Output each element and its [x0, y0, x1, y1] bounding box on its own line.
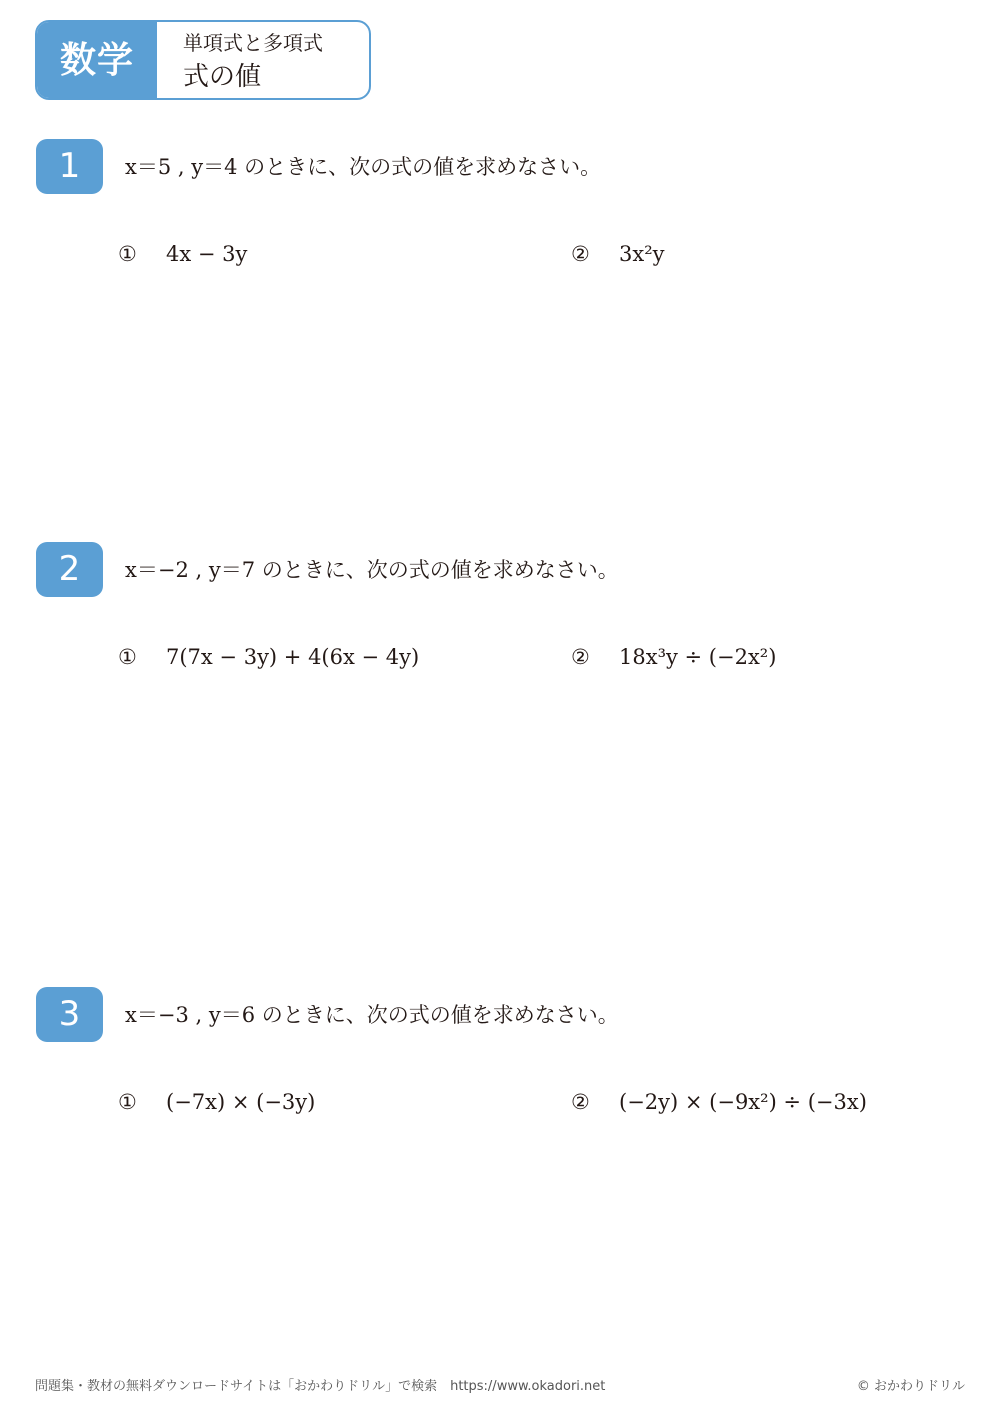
question-number-3: 3 [36, 987, 103, 1042]
question-number-1: 1 [36, 139, 103, 194]
problem-expression: 3x²y [619, 242, 665, 266]
footer-site-notice: 問題集・教材の無料ダウンロードサイトは「おかわりドリル」で検索 https://www.okadori.net [35, 1379, 606, 1394]
problem-expression: 4x − 3y [166, 242, 248, 266]
problem-1-2 [571, 240, 665, 268]
problem-mark: ① [118, 645, 137, 669]
page-title: 式の値 [183, 62, 262, 92]
question-prompt-3: x＝−3 , y＝6 のときに、次の式の値を求めなさい。 [125, 1003, 619, 1027]
problem-mark: ① [118, 1090, 137, 1114]
problem-1-1 [118, 240, 247, 268]
problem-mark: ① [118, 242, 137, 266]
problem-mark: ② [571, 242, 590, 266]
problem-3-2 [571, 1088, 867, 1116]
problem-expression: 18x³y ÷ (−2x²) [619, 645, 777, 669]
question-prompt-1: x＝5 , y＝4 のときに、次の式の値を求めなさい。 [125, 155, 602, 179]
problem-expression: (−7x) × (−3y) [166, 1090, 316, 1114]
problem-mark: ② [571, 645, 590, 669]
footer-copyright: © おかわりドリル [856, 1379, 965, 1394]
problem-expression: 7(7x − 3y) + 4(6x − 4y) [166, 645, 420, 669]
unit-label: 単項式と多項式 [183, 31, 323, 55]
subject-label: 数学 [37, 22, 157, 98]
problem-expression: (−2y) × (−9x²) ÷ (−3x) [619, 1090, 867, 1114]
problem-mark: ② [571, 1090, 590, 1114]
question-prompt-2: x＝−2 , y＝7 のときに、次の式の値を求めなさい。 [125, 558, 619, 582]
problem-3-1 [118, 1088, 315, 1116]
worksheet-header [35, 20, 371, 100]
problem-2-2 [571, 643, 776, 671]
problem-2-1 [118, 643, 419, 671]
question-number-2: 2 [36, 542, 103, 597]
